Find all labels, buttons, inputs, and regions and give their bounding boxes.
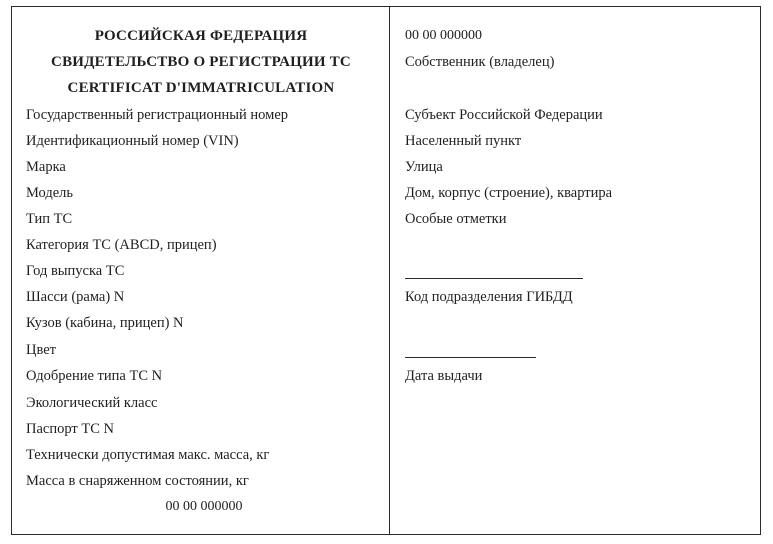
field-gibdd-code: Код подразделения ГИБДД bbox=[405, 289, 573, 305]
gibdd-code-underline bbox=[405, 278, 583, 279]
field-house-apartment: Дом, корпус (строение), квартира bbox=[405, 185, 613, 201]
certificate-title: СВИДЕТЕЛЬСТВО О РЕГИСТРАЦИИ ТС bbox=[51, 54, 351, 70]
field-curb-mass: Масса в снаряженном состоянии, кг bbox=[26, 473, 249, 489]
field-chassis-number: Шасси (рама) N bbox=[26, 289, 125, 305]
certificate-number-bottom: 00 00 000000 bbox=[165, 499, 243, 514]
field-vin: Идентификационный номер (VIN) bbox=[26, 133, 239, 149]
certificate-front-side bbox=[12, 7, 390, 534]
certificate-back-side bbox=[390, 7, 760, 534]
field-body-number: Кузов (кабина, прицеп) N bbox=[26, 315, 184, 331]
certificate-title-french: CERTIFICAT D'IMMATRICULATION bbox=[67, 80, 335, 96]
field-year-of-manufacture: Год выпуска ТС bbox=[26, 263, 125, 279]
field-model: Модель bbox=[26, 185, 74, 201]
certificate-form-table bbox=[11, 6, 761, 535]
field-vehicle-category: Категория ТС (ABCD, прицеп) bbox=[26, 237, 217, 253]
certificate-number-top: 00 00 000000 bbox=[405, 28, 482, 43]
field-vehicle-type: Тип ТС bbox=[26, 211, 73, 227]
field-federal-subject: Субъект Российской Федерации bbox=[405, 107, 603, 123]
field-ecological-class: Экологический класс bbox=[26, 395, 158, 411]
country-heading: РОССИЙСКАЯ ФЕДЕРАЦИЯ bbox=[94, 28, 308, 44]
issue-date-underline bbox=[405, 357, 536, 358]
field-street: Улица bbox=[405, 159, 443, 175]
field-make: Марка bbox=[26, 159, 66, 175]
field-owner: Собственник (владелец) bbox=[405, 54, 555, 70]
field-vehicle-passport: Паспорт ТС N bbox=[26, 421, 114, 437]
field-color: Цвет bbox=[26, 342, 57, 358]
field-locality: Населенный пункт bbox=[405, 133, 522, 149]
field-special-notes: Особые отметки bbox=[405, 211, 507, 227]
field-issue-date: Дата выдачи bbox=[405, 368, 483, 384]
field-type-approval: Одобрение типа ТС N bbox=[26, 368, 163, 384]
field-max-mass: Технически допустимая макс. масса, кг bbox=[26, 447, 270, 463]
field-registration-number: Государственный регистрационный номер bbox=[26, 107, 289, 123]
